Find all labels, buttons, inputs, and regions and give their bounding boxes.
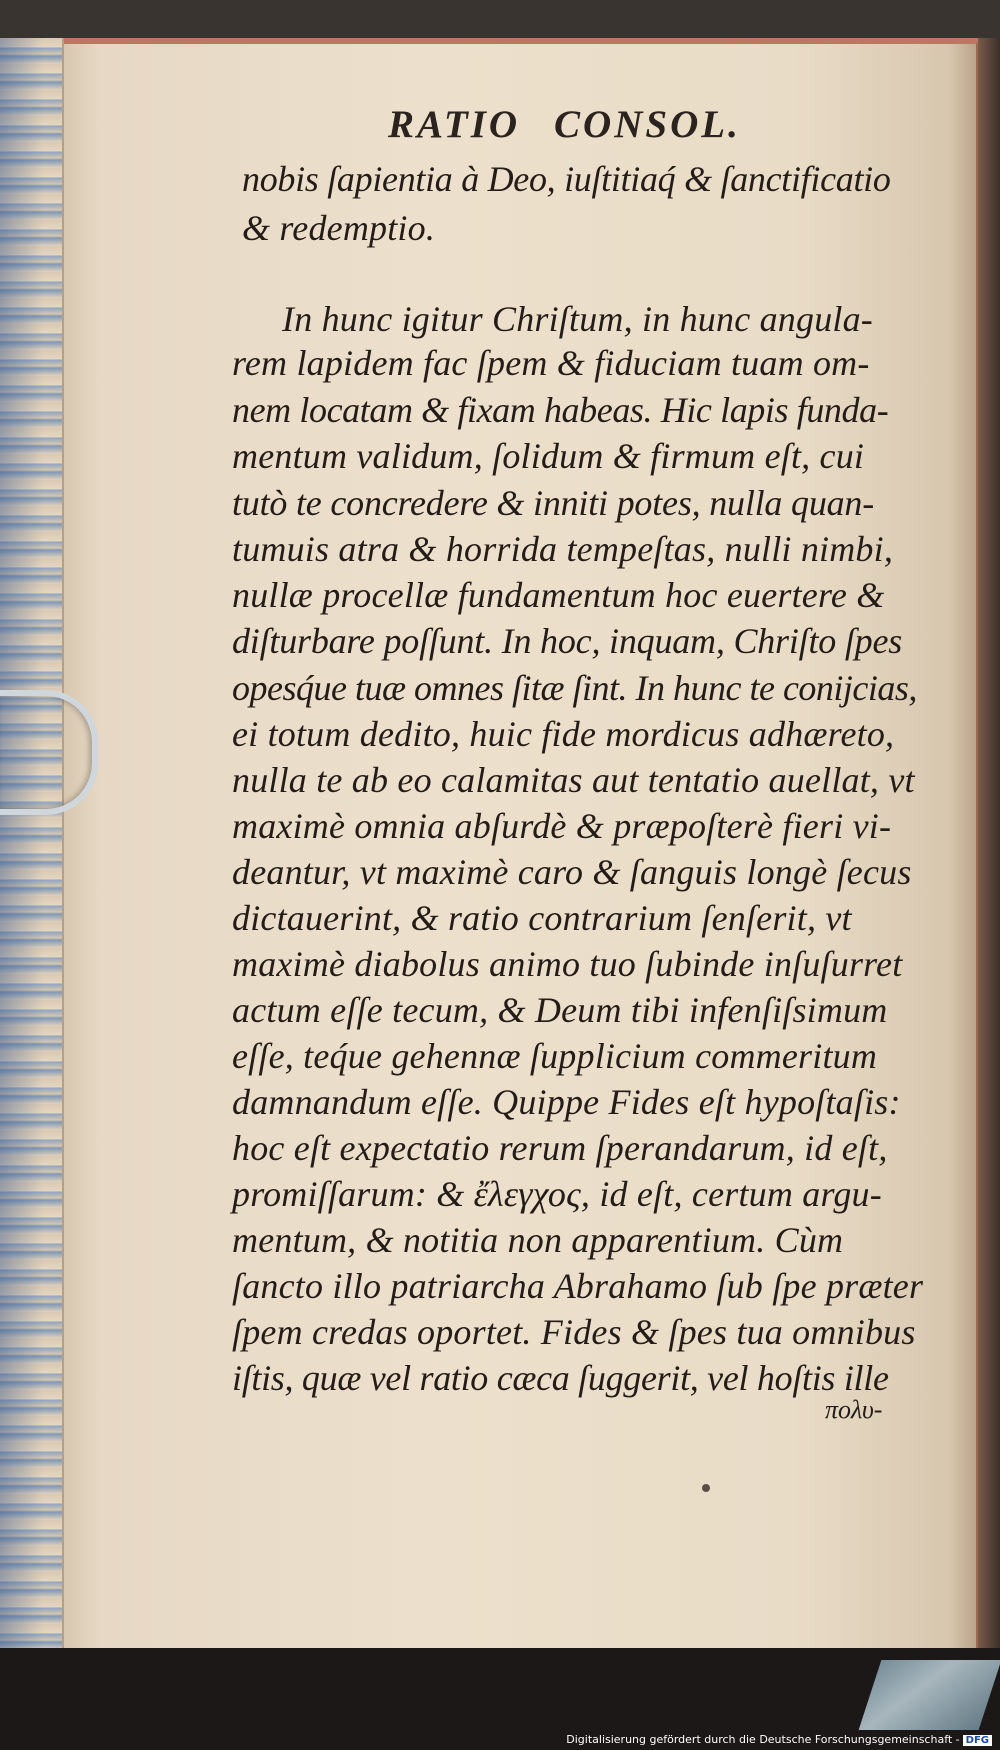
ink-speck (702, 1484, 710, 1492)
text-line: nem locatam & fixam habeas. Hic lapis funda- (232, 390, 889, 430)
text-line: diſturbare poſſunt. In hoc, inquam, Chriſto ſpes (232, 621, 903, 661)
text-line: maximè omnia abſurdè & præpoſterè fieri vi- (232, 806, 892, 846)
running-title-right: CONSOL. (554, 103, 741, 146)
book-fore-edge (0, 38, 64, 1648)
text-line: nullæ procellæ fundamentum hoc euertere & (232, 575, 885, 615)
ribbon-marker (859, 1660, 1000, 1730)
text-line: In hunc igitur Chriſtum, in hunc angula- (282, 299, 873, 339)
text-line: hoc eſt expectatio rerum ſperandarum, id eſt, (232, 1128, 888, 1168)
text-line: deantur, vt maximè caro & ſanguis longè ſecus (232, 852, 912, 892)
text-line: ſpem credas oportet. Fides & ſpes tua omnibus (232, 1312, 916, 1352)
text-line: nulla te ab eo calamitas aut tentatio auellat, vt (232, 760, 915, 800)
digitization-credit (566, 1733, 992, 1746)
text-line: maximè diabolus animo tuo ſubinde inſuſurret (232, 944, 903, 984)
text-line: ei totum dedito, huic fide mordicus adhæreto, (232, 714, 895, 754)
dfg-logo: DFG (963, 1735, 992, 1746)
text-line: actum eſſe tecum, & Deum tibi infenſiſsimum (232, 990, 888, 1030)
catchword: πολυ- (825, 1395, 883, 1424)
page-gutter-shadow (978, 38, 1000, 1648)
text-line: iſtis, quæ vel ratio cæca ſuggerit, vel hoſtis ille (232, 1358, 889, 1398)
text-line: mentum, & notitia non apparentium. Cùm (232, 1220, 844, 1260)
running-title (388, 102, 741, 147)
text-line: damnandum eſſe. Quippe Fides eſt hypoſtaſis: (232, 1082, 901, 1122)
credit-text: Digitalisierung gefördert durch die Deutsche Forschungsgemeinschaft - (566, 1733, 960, 1746)
text-line: dictauerint, & ratio contrarium ſenſerit, vt (232, 898, 852, 938)
text-line: nobis ſapientia à Deo, iuſtitiaq́ & ſanctificatio (242, 159, 891, 199)
paper-clip-icon (0, 690, 98, 815)
text-line: tutò te concredere & inniti potes, nulla quan- (232, 483, 875, 523)
text-line: ſancto illo patriarcha Abrahamo ſub ſpe præter (232, 1266, 924, 1306)
running-title-left: RATIO (388, 103, 521, 146)
text-line: & redemptio. (242, 208, 436, 248)
text-line: tumuis atra & horrida tempeſtas, nulli nimbi, (232, 529, 894, 569)
text-line: eſſe, teq́ue gehennæ ſupplicium commeritum (232, 1036, 878, 1076)
text-line: promiſſarum: & ἔλεγχος, id eſt, certum argu- (232, 1174, 882, 1214)
text-line: opesq́ue tuæ omnes ſitæ ſint. In hunc te conijcias, (232, 668, 917, 708)
scan-background-top (0, 0, 1000, 38)
text-line: mentum validum, ſolidum & firmum eſt, cui (232, 436, 865, 476)
text-line: rem lapidem fac ſpem & fiduciam tuam om- (232, 343, 870, 383)
